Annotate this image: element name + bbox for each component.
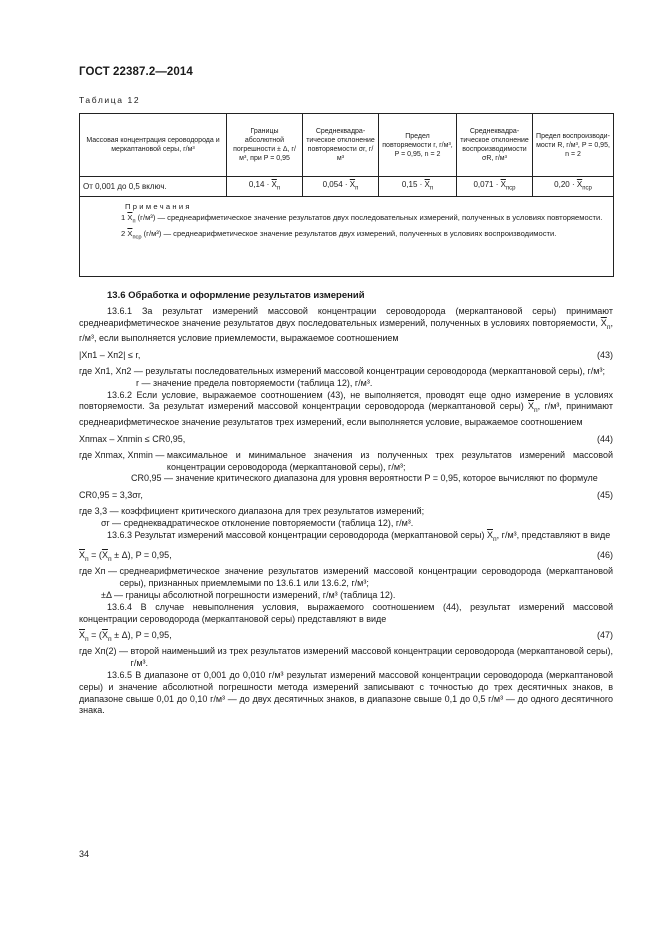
page-number: 34 <box>79 849 90 859</box>
range-cell: От 0,001 до 0,5 включ. <box>80 177 227 197</box>
header-cell: Среднеквадратическое отклонение воспроизводимости σR, г/м³ <box>457 114 533 177</box>
where-45-b: σr — среднеквадратическое отклонение повторяемости (таблица 12), г/м³. <box>101 517 414 528</box>
formula-43: |Xп1 – Xп2| ≤ r, (43) <box>79 349 613 360</box>
note-2: 2 $\overline{X}_{пср}$ (г/м³) — среднеарифметическое значение результатов двух измерений, полученных в условиях воспроизводимости. <box>121 228 557 241</box>
table-header-row <box>80 114 614 177</box>
header-cell: Границы абсолютной погрешности ± Δ, г/м³, при P = 0,95 <box>227 114 303 177</box>
formula-44: Xпmax – Xпmin ≤ CR0,95, (44) <box>79 433 613 444</box>
header-cell: Массовая концентрация сероводорода и меркаптановой серы, г/м³ <box>80 114 227 177</box>
where-44-a: где Xпmax, Xпmin — максимальное и минимальное значения из полученных трех результатов измерений массовой концентрации сероводорода (меркаптановой серы), г/м³; <box>79 449 613 472</box>
table-12 <box>79 113 614 277</box>
header-cell: Предел повторяемости r, г/м³, P = 0,95, n = 2 <box>379 114 457 177</box>
note-1: 1 $\overline{X}_п$ (г/м³) — среднеарифметическое значение результатов двух последовательных измерений, полученных в условиях повторяемости. <box>121 213 603 225</box>
formula-45: CR0,95 = 3,3σr, (45) <box>79 490 613 501</box>
value-cell: $0,071 \cdot \overline{X}_{пср}$ <box>457 177 533 197</box>
document-body <box>79 290 613 717</box>
value-cell: $0,14 \cdot \overline{X}_п$ <box>227 177 303 197</box>
table-row <box>80 177 614 197</box>
value-cell: $0,15 \cdot \overline{X}_п$ <box>379 177 457 197</box>
table-notes <box>80 197 614 277</box>
formula-47: $\overline{X}_п = (\overline{X}_п \pm \Delta)$, P = 0,95, (47) <box>79 630 613 644</box>
where-43-a: где Xп1, Xп2 — результаты последовательных измерений массовой концентрации сероводорода (меркаптановой серы), г/м³; <box>79 365 605 376</box>
notes-heading: Примечания <box>125 202 192 211</box>
header-cell: Среднеквадратическое отклонение повторяемости σr, г/м³ <box>303 114 379 177</box>
value-cell: $0,20 \cdot \overline{X}_{пср}$ <box>533 177 614 197</box>
where-46-b: ±Δ — границы абсолютной погрешности измерений, г/м³ (таблица 12). <box>101 589 396 600</box>
where-46-a: где Xп — среднеарифметическое значение результатов измерений массовой концентрации сероводорода (меркаптановой серы), признанных приемлемыми по 13.6.1 или 13.6.2, г/м³; <box>79 566 613 589</box>
header-cell: Предел воспроизводимости R, г/м³, P = 0,95, n = 2 <box>533 114 614 177</box>
paragraph-13-6-3: 13.6.3 Результат измерений массовой концентрации сероводорода (меркаптановой серы) $\overline{X}_п$, г/м³, представляют в виде <box>107 529 611 543</box>
where-43-b: r — значение предела повторяемости (таблица 12), г/м³. <box>136 377 373 388</box>
where-47-a: где Xп(2) — второй наименьший из трех результатов измерений массовой концентрации сероводорода (меркаптановой серы), г/м³. <box>79 646 613 669</box>
paragraph-13-6-1: 13.6.1 За результат измерений массовой концентрации сероводорода (меркаптановой серы) принимают среднеарифметическое значение результатов двух последовательных измерений, полученных в условиях повторяемости, $\overline{X}_п$, г/м³, если выполняется условие приемлемости, выражаемое соотношением <box>79 305 613 344</box>
paragraph-13-6-5: 13.6.5 В диапазоне от 0,001 до 0,010 г/м³ результат измерений массовой концентрации сероводорода (меркаптановой серы) и значение абсолютной погрешности метода измерений записывают с точностью до трех десятичных знаков, в диапазоне свыше 0,01 до 0,10 г/м³ — до двух десятичных знаков, в диапазоне свыше 0,1 до 0,5 г/м³ — до одного десятичного знака. <box>79 669 613 716</box>
value-cell: $0,054 \cdot \overline{X}_п$ <box>303 177 379 197</box>
section-title: 13.6 Обработка и оформление результатов измерений <box>107 290 365 301</box>
table-caption: Таблица 12 <box>79 95 141 105</box>
where-44-b: CR0,95 — значение критического диапазона для уровня вероятности P = 0,95, которое вычисляют по формуле <box>131 473 598 484</box>
document-header: ГОСТ 22387.2—2014 <box>79 66 193 78</box>
formula-46: $\overline{X}_п = (\overline{X}_п \pm \Delta)$, P = 0,95, (46) <box>79 550 613 564</box>
paragraph-13-6-4: 13.6.4 В случае невыполнения условия, выражаемого соотношением (44), результат измерений массовой концентрации сероводорода (меркаптановой серы) представляют в виде <box>79 601 613 624</box>
where-45-a: где 3,3 — коэффициент критического диапазона для трех результатов измерений; <box>79 506 425 517</box>
table-notes-row <box>80 197 614 277</box>
paragraph-13-6-2: 13.6.2 Если условие, выражаемое соотношением (43), не выполняется, проводят еще одно измерение в условиях повторяемости. За результат измерений массовой концентрации сероводорода (меркаптановой серы) $\overline{X}_п$, г/м³, принимают среднеарифметическое значение результатов трех измерений, если выполняется условие, выражаемое соотношением <box>79 389 613 427</box>
